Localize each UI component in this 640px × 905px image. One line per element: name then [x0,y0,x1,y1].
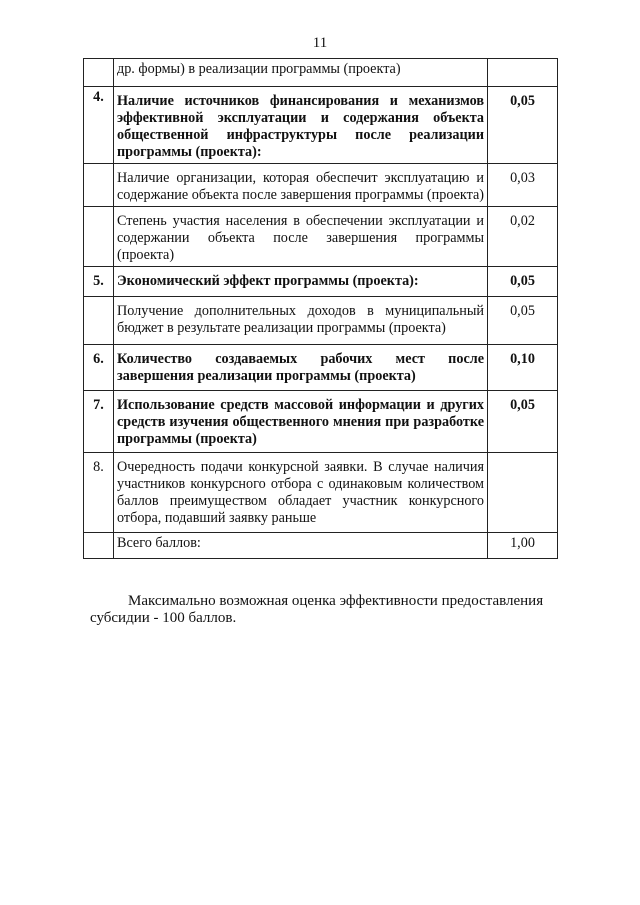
max-score-line2: субсидии - 100 баллов. [90,610,237,626]
row-score [488,59,558,87]
row-description: Наличие источников финансирования и механизмов эффективной эксплуатации и содержания объекта общественной инфраструктуры после реализации программы (проекта): [114,87,488,164]
row-description: Количество создаваемых рабочих мест после завершения реализации программы (проекта) [114,345,488,391]
row-description: др. формы) в реализации программы (проекта) [114,59,488,87]
row-number: 7. [84,391,114,453]
row-description: Получение дополнительных доходов в муниципальный бюджет в результате реализации программы (проекта) [114,297,488,345]
criteria-table [83,58,558,559]
row-number [84,164,114,207]
max-score-line1: Максимально возможная оценка эффективности предоставления [128,593,544,609]
row-number [84,59,114,87]
row-score: 0,05 [488,87,558,164]
table-row [84,533,558,559]
table-row [84,391,558,453]
table-row [84,87,558,164]
table-row [84,297,558,345]
row-score [488,453,558,533]
row-description: Очередность подачи конкурсной заявки. В случае наличия участников конкурсного отбора с одинаковым количеством баллов преимуществом обладает участник конкурсного отбора, подавший заявку раньше [114,453,488,533]
row-score: 0,03 [488,164,558,207]
table-row [84,59,558,87]
page-number: 11 [312,35,328,51]
table-row [84,453,558,533]
row-score: 0,10 [488,345,558,391]
row-number [84,297,114,345]
row-number: 5. [84,267,114,297]
row-number: 4. [84,87,114,164]
row-number [84,533,114,559]
row-score: 0,05 [488,267,558,297]
row-number: 8. [84,453,114,533]
row-score: 1,00 [488,533,558,559]
row-description: Использование средств массовой информации и других средств изучения общественного мнения при разработке программы (проекта) [114,391,488,453]
row-score: 0,05 [488,297,558,345]
table-row [84,267,558,297]
row-score: 0,02 [488,207,558,267]
row-description: Степень участия населения в обеспечении эксплуатации и содержании объекта после завершения программы (проекта) [114,207,488,267]
row-description: Наличие организации, которая обеспечит эксплуатацию и содержание объекта после завершения программы (проекта) [114,164,488,207]
row-description: Экономический эффект программы (проекта): [114,267,488,297]
row-score: 0,05 [488,391,558,453]
table-row [84,164,558,207]
table-row [84,207,558,267]
row-number [84,207,114,267]
table-row [84,345,558,391]
row-number: 6. [84,345,114,391]
max-score-note [90,592,594,610]
row-description: Всего баллов: [114,533,488,559]
